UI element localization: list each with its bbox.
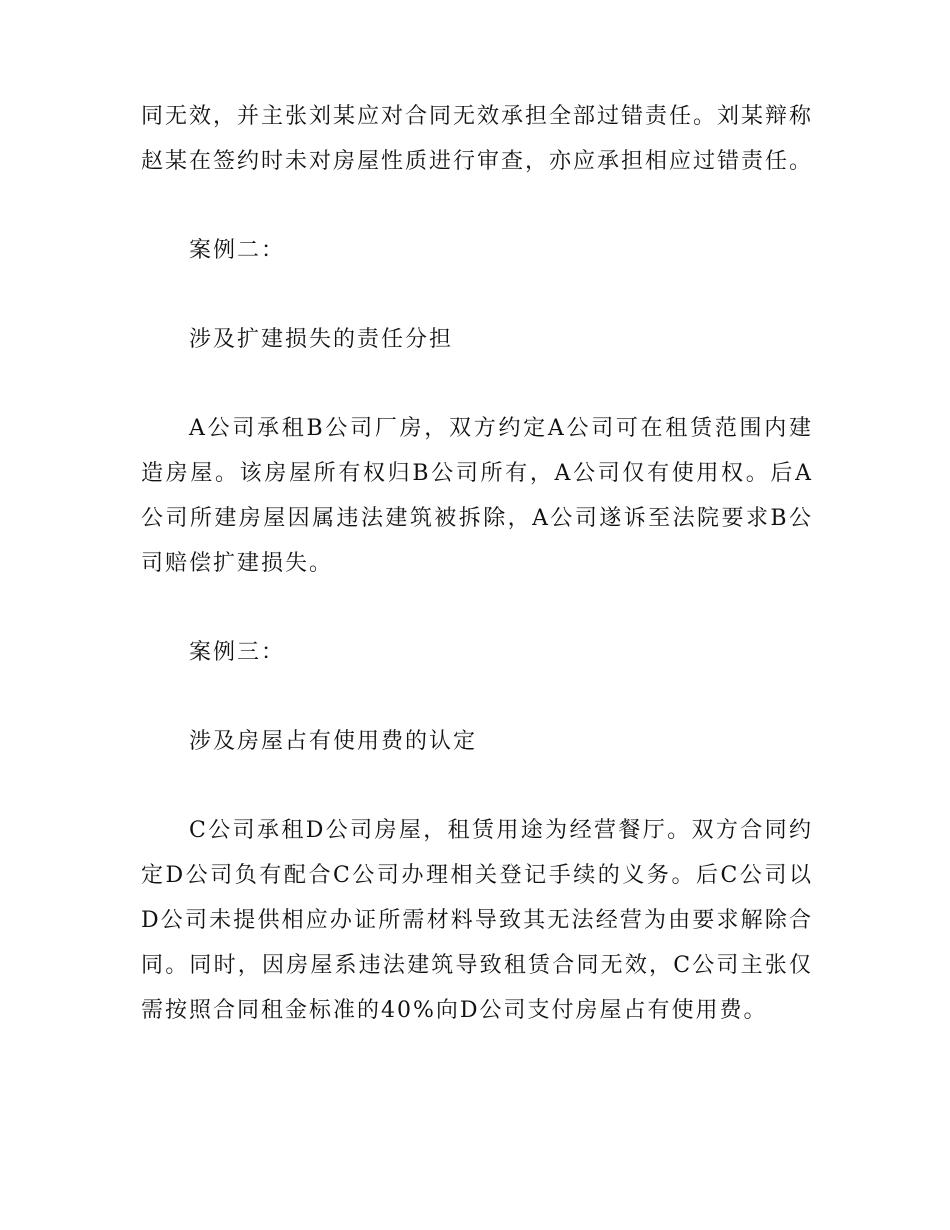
document-body: [141, 94, 813, 1033]
case-three-heading: 案例三：: [189, 640, 286, 665]
case-three-body: C公司承租D公司房屋，租赁用途为经营餐厅。双方合同约定D公司负有配合C公司办理相关登记手续的义务。后C公司以D公司未提供相应办证所需材料导致其无法经营为由要求解除合同。同时，因房屋系违法建筑导致租赁合同无效，C公司主张仅需按照合同租金标准的40%向D公司支付房屋占有使用费。: [141, 818, 813, 1023]
case-three-title: 涉及房屋占有使用费的认定: [189, 729, 478, 754]
case-two-title: 涉及扩建损失的责任分担: [189, 327, 454, 352]
paragraph-continuation: 同无效，并主张刘某应对合同无效承担全部过错责任。刘某辩称赵某在签约时未对房屋性质进行审查，亦应承担相应过错责任。: [141, 104, 814, 174]
case-two-heading: 案例二：: [189, 238, 286, 263]
case-two-body: A公司承租B公司厂房，双方约定A公司可在租赁范围内建造房屋。该房屋所有权归B公司所有，A公司仅有使用权。后A公司所建房屋因属违法建筑被拆除，A公司遂诉至法院要求B公司赔偿扩建损失。: [141, 416, 813, 576]
